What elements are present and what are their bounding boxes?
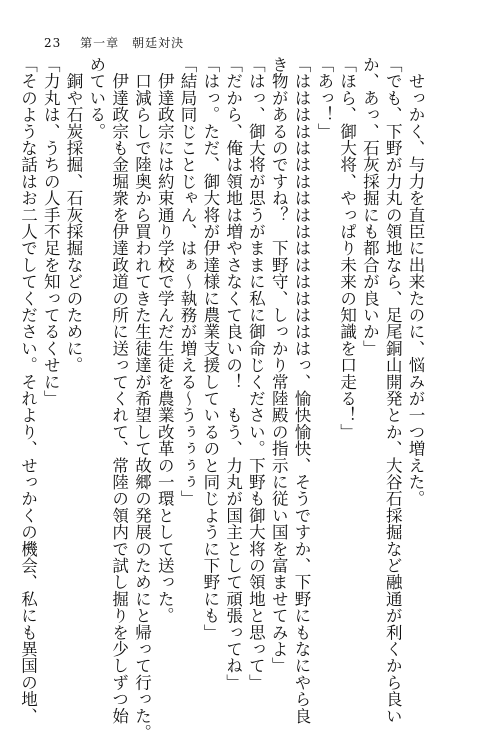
text-line: き物があるのですね？ 下野守、しっかり常陸殿の指示に従い国を富ませてみよ」 [269,56,289,674]
text-line: 「あっ！」 [314,56,334,140]
text-line: めている。 [86,56,106,140]
text-line: 「だから、俺は領地は増やさなくて良いの！ もう、力丸が国主として頑張ってね」 [223,56,243,691]
text-line: 「ほら、御大将、やっぱり未来の知識を口走る！」 [337,56,357,441]
text-line: 「はっ、御大将が思うがままに私に御命じください。下野も御大将の領地と思って」 [246,56,266,691]
text-line: 銅や石炭採掘、石灰採掘などのために。 [64,56,84,374]
text-line: 「はははははははははははははははははっ、愉快愉快、そうですか、下野にもなにやら良 [292,56,312,724]
text-line: か、あっ、石灰採掘にも都合が良いか」 [360,56,380,357]
text-line: 「はっ。ただ、御大将が伊達様に農業支援しているのと同じように下野にも」 [200,56,220,641]
text-line: せっかく、与力を直臣に出来たのに、悩みが一つ増えた。 [406,56,425,507]
text-line: 伊達政宗には約束通り学校で学んだ生徒を農業改革の一環として送った。 [155,56,175,624]
page-header [44,34,184,51]
chapter-title: 第一章 朝廷対決 [80,36,185,50]
text-line: 「力丸は、うちの人手不足を知ってるくせに」 [41,56,61,407]
text-line: 「結局同じことじゃん、はぁ〜執務が増える〜うぅぅぅぅ」 [178,56,198,507]
text-line: 「そのような話はお二人でしてください。それより、せっかくの機会、私にも異国の地、 [18,56,38,724]
body-text [18,56,426,741]
page-number: 23 [44,36,62,50]
text-line: 伊達政宗も金堀衆を伊達政道の所に送ってくれて、常陸の領内で試し掘りを少しずつ始 [109,56,129,724]
text-line: 「でも、下野が力丸の領地なら、足尾銅山開発とか、大谷石採掘など融通が利くから良い [383,56,403,724]
text-line: 口減らしで陸奥から買われてきた生徒達が希望して故郷の発展のためにと帰って行った。 [132,56,152,741]
